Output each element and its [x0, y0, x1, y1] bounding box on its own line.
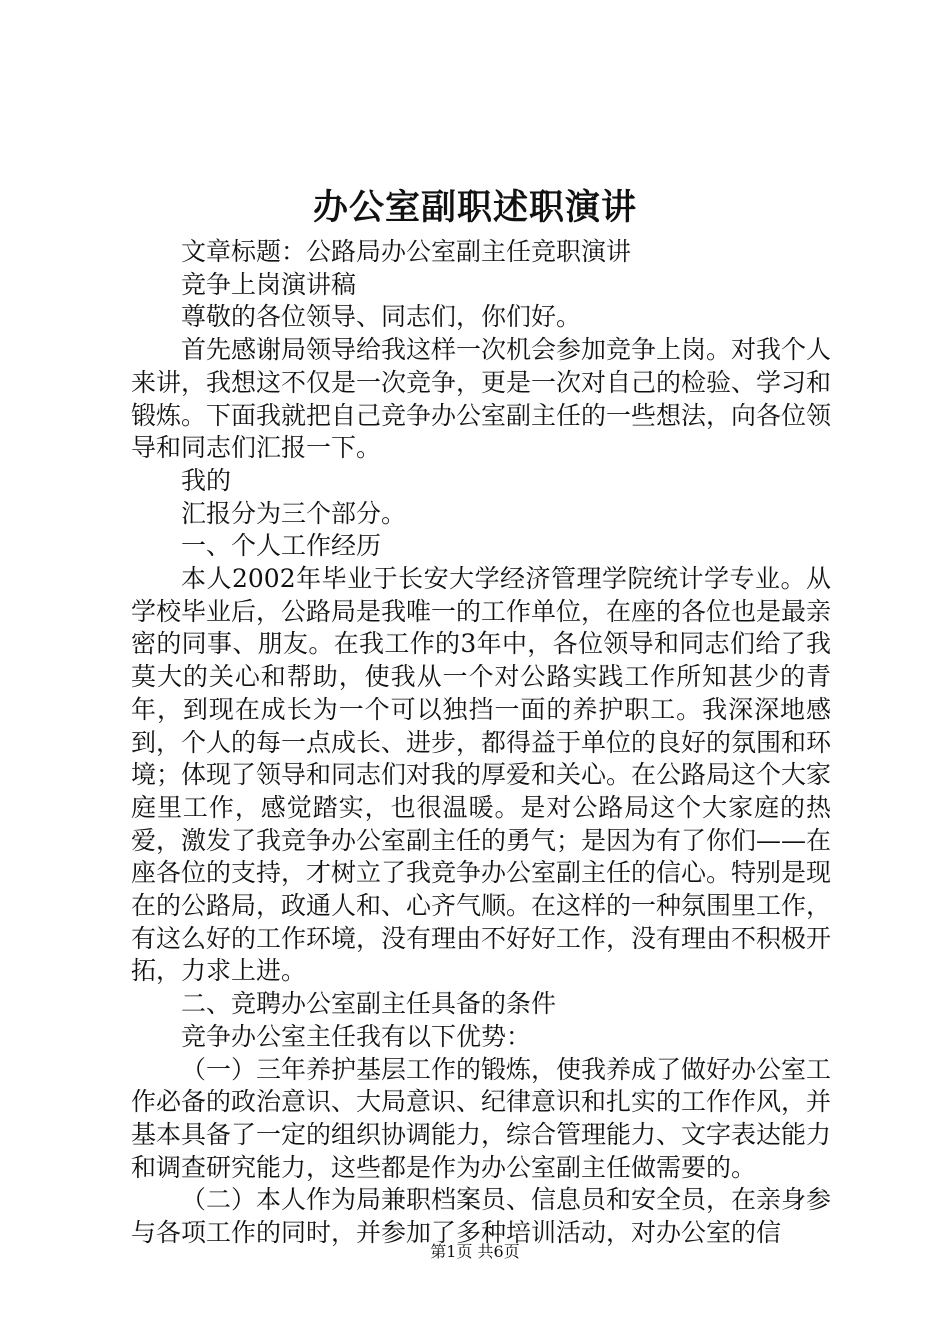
paragraph: 汇报分为三个部分。 — [181, 498, 407, 528]
paragraph: 首先感谢局领导给我这样一次机会参加竞争上岗。对我个人来讲，我想这不仅是一次竞争，更是一次对自己的检验、学习和锻炼。下面我就把自己竞争办公室副主任的一些想法，向各位领导和同志们汇报一下。 — [131, 335, 832, 463]
paragraph: （二）本人作为局兼职档案员、信息员和安全员，在亲身参与各项工作的同时，并参加了多种培训活动，对办公室的信 — [131, 1185, 832, 1248]
section-heading: 二、竞聘办公室副主任具备的条件 — [181, 989, 557, 1019]
section-heading: 一、个人工作经历 — [181, 531, 382, 561]
paragraph: 文章标题：公路局办公室副主任竞职演讲 — [181, 237, 632, 266]
paragraph: 我的 — [181, 465, 232, 495]
paragraph: 尊敬的各位领导、同志们，你们好。 — [181, 302, 582, 332]
page-number-footer: 第1页 共6页 — [430, 1242, 520, 1261]
paragraph: 竞争上岗演讲稿 — [181, 269, 357, 299]
paragraph: （一）三年养护基层工作的锻炼，使我养成了做好办公室工作必备的政治意识、大局意识、纪律意识和扎实的工作作风，并基本具备了一定的组织协调能力，综合管理能力、文字表达能力和调查研究能力，这些都是作为办公室副主任做需要的。 — [131, 1054, 832, 1182]
paragraph: 竞争办公室主任我有以下优势： — [181, 1021, 532, 1051]
paragraph: 本人2002年毕业于长安大学经济管理学院统计学专业。从学校毕业后，公路局是我唯一的工作单位，在座的各位也是最亲密的同事、朋友。在我工作的3年中，各位领导和同志们给了我莫大的关心和帮助，使我从一个对公路实践工作所知甚少的青年，到现在成长为一个可以独挡一面的养护职工。我深深地感到，个人的每一点成长、进步，都得益于单位的良好的氛围和环境；体现了领导和同志们对我的厚爱和关心。在公路局这个大家庭里工作，感觉踏实，也很温暖。是对公路局这个大家庭的热爱，激发了我竞争办公室副主任的勇气；是因为有了你们——在座各位的支持，才树立了我竞争办公室副主任的信心。特别是现在的公路局，政通人和、心齐气顺。在这样的一种氛围里工作，有这么好的工作环境，没有理由不好好工作，没有理由不积极开拓，力求上进。 — [131, 564, 832, 986]
document-body — [131, 236, 831, 1250]
document-title: 办公室副职述职演讲 — [312, 187, 637, 228]
